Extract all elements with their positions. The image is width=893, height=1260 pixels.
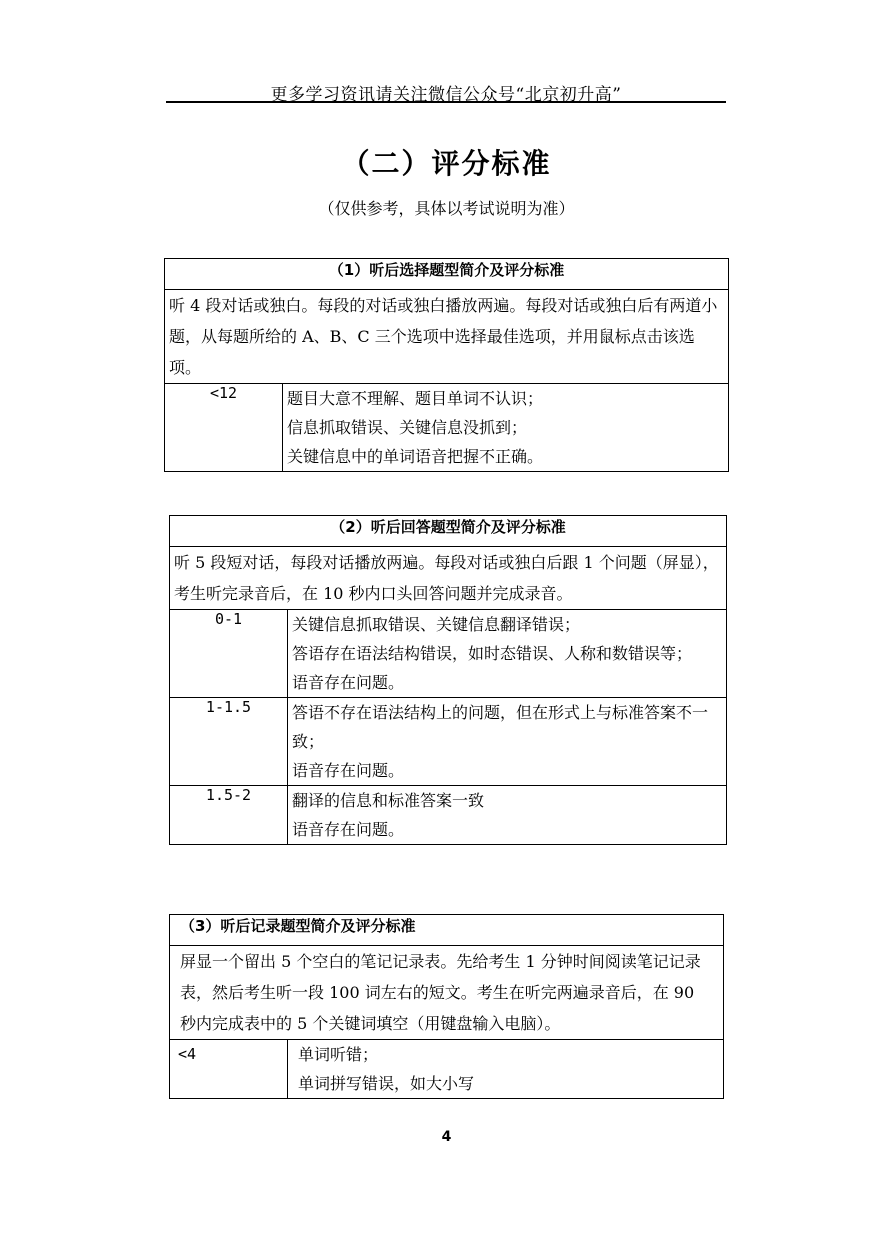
table-heading: （1）听后选择题型简介及评分标准 (165, 259, 729, 290)
rubric-table-listening-choice (164, 258, 729, 472)
rubric-table-listening-record (169, 914, 724, 1099)
criteria-line: 语音存在问题。 (292, 673, 405, 692)
table-row (170, 1040, 724, 1099)
criteria-line: 翻译的信息和标准答案一致 (292, 791, 485, 810)
table-description-row (170, 946, 724, 1040)
table-header-row (170, 915, 724, 946)
criteria-cell (288, 786, 727, 845)
criteria-cell (288, 698, 727, 786)
criteria-line: 单词拼写错误，如大小写 (298, 1074, 475, 1093)
score-cell: <12 (165, 384, 283, 472)
page-header-text: 更多学习资讯请关注微信公众号“北京初升高” (270, 85, 622, 105)
criteria-cell (288, 610, 727, 698)
rubric-table-listening-answer (169, 515, 727, 845)
criteria-line: 关键信息抓取错误、关键信息翻译错误； (292, 615, 581, 634)
criteria-cell (283, 384, 729, 472)
criteria-line: 单词听错； (298, 1045, 379, 1064)
criteria-cell (288, 1040, 724, 1099)
table-description-row (170, 547, 727, 610)
table-heading: （3）听后记录题型简介及评分标准 (170, 915, 724, 946)
header-divider (166, 101, 726, 103)
table-heading: （2）听后回答题型简介及评分标准 (170, 516, 727, 547)
criteria-line: 答语不存在语法结构上的问题，但在形式上与标准答案不一致； (292, 703, 709, 751)
criteria-line: 语音存在问题。 (292, 820, 405, 839)
score-cell: 1.5-2 (170, 786, 288, 845)
score-cell: 1-1.5 (170, 698, 288, 786)
table-description-row (165, 290, 729, 384)
table-description: 屏显一个留出 5 个空白的笔记记录表。先给考生 1 分钟时间阅读笔记记录表，然后考生听一段 100 词左右的短文。考生在听完两遍录音后，在 90 秒内完成表中的 5 个关键词填空（用键盘输入电脑）。 (170, 946, 724, 1040)
criteria-line: 语音存在问题。 (292, 761, 405, 780)
table-row (170, 786, 727, 845)
page-number: 4 (441, 1129, 452, 1145)
criteria-line: 关键信息中的单词语音把握不正确。 (287, 447, 544, 466)
table-header-row (165, 259, 729, 290)
page-subtitle: （仅供参考，具体以考试说明为准） (318, 199, 575, 218)
criteria-line: 信息抓取错误、关键信息没抓到； (287, 418, 528, 437)
table-row (165, 384, 729, 472)
page-title: （二）评分标准 (341, 147, 552, 180)
criteria-line: 题目大意不理解、题目单词不认识； (287, 389, 544, 408)
table-row (170, 698, 727, 786)
score-cell: <4 (170, 1040, 288, 1099)
table-header-row (170, 516, 727, 547)
table-description: 听 4 段对话或独白。每段的对话或独白播放两遍。每段对话或独白后有两道小题，从每题所给的 A、B、C 三个选项中选择最佳选项，并用鼠标点击该选项。 (165, 290, 729, 384)
criteria-line: 答语存在语法结构错误，如时态错误、人称和数错误等； (292, 644, 693, 663)
table-row (170, 610, 727, 698)
score-cell: 0-1 (170, 610, 288, 698)
table-description: 听 5 段短对话，每段对话播放两遍。每段对话或独白后跟 1 个问题（屏显），考生听完录音后，在 10 秒内口头回答问题并完成录音。 (170, 547, 727, 610)
